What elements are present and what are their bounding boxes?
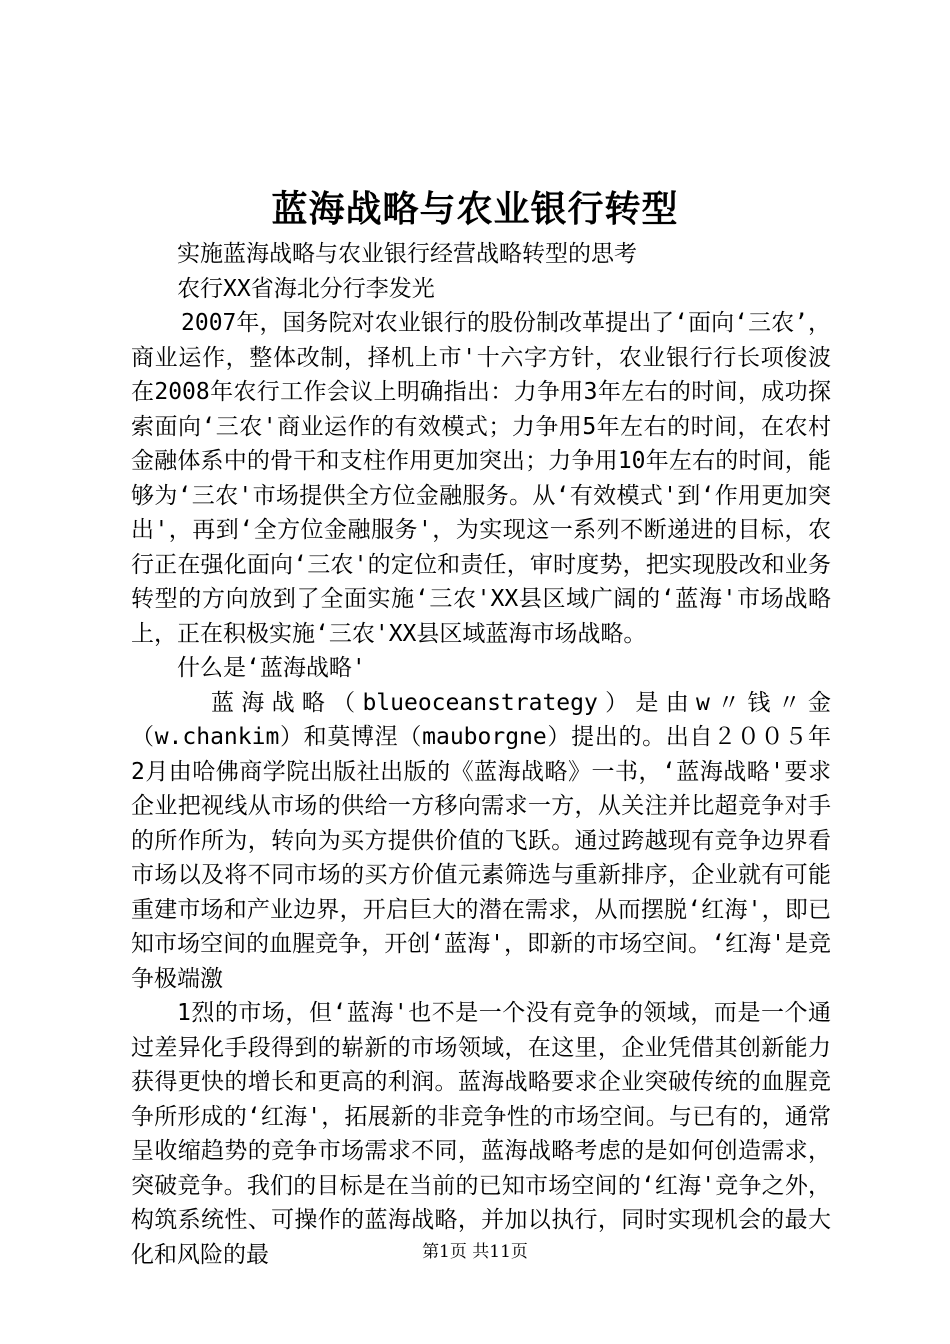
document-title: 蓝海战略与农业银行转型 [271, 188, 679, 230]
author-line: 农行XX省海北分行李发光 [177, 275, 435, 302]
subtitle-line: 实施蓝海战略与农业银行经营战略转型的思考 [177, 241, 637, 267]
paragraph-intro: 2007年，国务院对农业银行的股份制改革提出了‘面向‘三农’，商业运作，整体改制，择机上市'十六字方针，农业银行行长项俊波在2008年农行工作会议上明确指出：力争用3年左右的时间，成功探索面向‘三农'商业运作的有效模式；力争用5年左右的时间，在农村金融体系中的骨干和支柱作用更加突出；力争用10年左右的时间，能够为‘三农'市场提供全方位金融服务。从‘有效模式'到‘作用更加突出'，再到‘全方位金融服务'，为实现这一系列不断递进的目标，农行正在强化面向‘三农'的定位和责任，审时度势，把实现股改和业务转型的方向放到了全面实施‘三农'XX县区域广阔的‘蓝海'市场战略上，正在积极实施‘三农'XX县区域蓝海市场战略。 [131, 310, 831, 647]
section-heading: 什么是‘蓝海战略' [177, 655, 366, 681]
paragraph-continuation: 1烈的市场，但‘蓝海'也不是一个没有竞争的领域，而是一个通过差异化手段得到的崭新的市场领域，在这里，企业凭借其创新能力获得更快的增长和更高的利润。蓝海战略要求企业突破传统的血腥竞争所形成的‘红海'，拓展新的非竞争性的市场空间。与已有的，通常呈收缩趋势的竞争市场需求不同，蓝海战略考虑的是如何创造需求，突破竞争。我们的目标是在当前的已知市场空间的‘红海'竞争之外，构筑系统性、可操作的蓝海战略，并加以执行，同时实现机会的最大化和风险的最 [131, 1000, 831, 1268]
paragraph-definition: 蓝海战略（blueoceanstrategy）是由w〃钱〃金（w.chankim）和莫博涅（mauborgne）提出的。出自２００５年2月由哈佛商学院出版社出版的《蓝海战略》一书，‘蓝海战略'要求企业把视线从市场的供给一方移向需求一方，从关注并比超竞争对手的所作所为，转向为买方提供价值的飞跃。通过跨越现有竞争边界看市场以及将不同市场的买方价值元素筛选与重新排序，企业就有可能重建市场和产业边界，开启巨大的潜在需求，从而摆脱‘红海'，即已知市场空间的血腥竞争，开创‘蓝海'，即新的市场空间。‘红海'是竞争极端激 [131, 689, 831, 992]
document-body [131, 237, 831, 1272]
page-footer: 第1页 共11页 [422, 1242, 528, 1262]
